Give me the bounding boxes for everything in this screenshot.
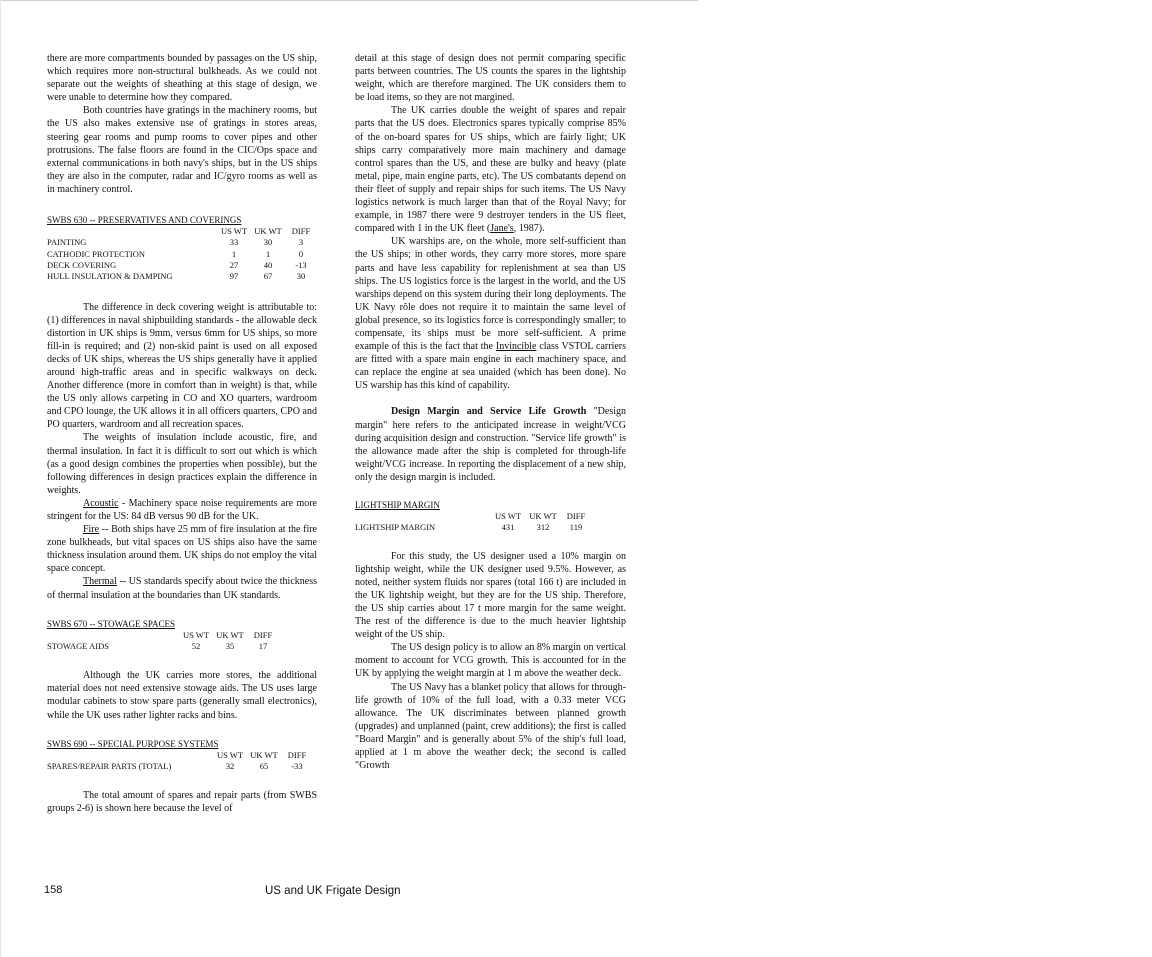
table-row bbox=[47, 249, 317, 260]
table-header-row bbox=[47, 226, 317, 237]
term-acoustic: Acoustic bbox=[83, 497, 119, 509]
page-border-left bbox=[0, 0, 1, 957]
citation-janes: Jane's bbox=[490, 223, 514, 235]
column-header: DIFF bbox=[287, 749, 307, 760]
column-header: UK WT bbox=[216, 629, 244, 640]
paragraph: Both countries have gratings in the machinery rooms, but the US also makes extensive use of gratings in stores areas, steering gear rooms and pump rooms to cover pipes and other protrusions. The false floors are found in the CIC/Ops space and external communications in both navy's ships, but in the US ships they are also in the computer, radar and IC/gyro rooms as well as in machinery control. bbox=[47, 105, 317, 195]
table-header-row bbox=[47, 750, 313, 761]
weights-table bbox=[47, 750, 313, 773]
paragraph: detail at this stage of design does not permit comparing specific parts between countries. The US counts the spares in the lightship weight, which are therefore margined. The UK considers them to be load items, so they are not margined. bbox=[355, 53, 626, 104]
paragraph: there are more compartments bounded by passages on the US ship, which requires more non-structural bulkheads. As we could not separate out the weights of sheathing at this stage of design, we were unable to determine how they compared. bbox=[47, 53, 317, 104]
table-row bbox=[47, 271, 317, 282]
term-fire: Fire bbox=[83, 524, 100, 536]
paragraph bbox=[47, 497, 317, 523]
table-lightship-margin bbox=[355, 500, 626, 534]
paragraph bbox=[47, 523, 317, 575]
weights-table bbox=[47, 226, 317, 282]
column-header: US WT bbox=[220, 226, 248, 237]
page-border-top bbox=[0, 0, 698, 1]
column-header: DIFF bbox=[291, 226, 311, 237]
paragraph-text: UK warships are, on the whole, more self-sufficient than the US ships; in other words, they carry more stores, more spare parts and have less capability for replenishment at sea than US ships. The US logistics force is the largest in the world, and the US warships depend on this system during their long deployments. The UK Navy rôle does not require it to maintain the same level of global presence, so its logistics force is correspondingly smaller; to compensate, its ships must be more self-sufficient. A prime example of this is the fact that the bbox=[355, 236, 626, 353]
table-row bbox=[355, 522, 591, 533]
row-label: SPARES/REPAIR PARTS (TOTAL) bbox=[47, 760, 172, 771]
ship-class-name: Invincible bbox=[495, 341, 537, 353]
us-weight: 33 bbox=[229, 237, 239, 248]
weight-diff: 30 bbox=[296, 271, 306, 282]
paragraph-text: The UK carries double the weight of spares and repair parts that the US does. Electronics spares typically comprise 85% of the on-board spares for US ships, which are fairly light; UK ships carry comparatively more main machinery and damage control spares than the US, and these are bulky and heavy (plate metal, pipe, main engine parts, etc). The US combatants depend on their fleet of supply and repair ships for such items. The US Navy logistics network is much larger than that of the Royal Navy; for example, in 1987 there were 9 destroyer tenders in the US fleet, compared with 1 in the UK fleet ( bbox=[355, 105, 626, 235]
paragraph-text: "Design margin" here refers to the anticipated increase in weight/VCG during acquisition design and construction. "Service life growth" is the allowance made after the ship is completed for through-life weight/VCG increase. In reporting the displacement of a new ship, only the design margin is included. bbox=[355, 406, 626, 483]
column-header: UK WT bbox=[250, 749, 278, 760]
paragraph: The total amount of spares and repair parts (from SWBS groups 2-6) is shown here because the level of bbox=[47, 790, 317, 815]
row-label: DECK COVERING bbox=[47, 259, 117, 270]
table-swbs-690 bbox=[47, 739, 317, 773]
weight-diff: 119 bbox=[569, 522, 583, 533]
paragraph: The difference in deck covering weight is attributable to: (1) differences in naval shipbuilding standards - the allowable deck distortion in UK ships is 9mm, versus 6mm for US ships, so more fill-in is required; and (2) non-skid paint is used on all exposed decks of UK ships, whereas the US ships generally have it applied around high-traffic areas and in specific walkways on deck. Another difference (more in comfort than in weight) is that, while the US only allows carpeting in CO and XO quarters, wardroom and CPO lounge, the UK allows it in all officers quarters, CPO and PO quarters, wardroom and all recreation spaces. bbox=[47, 301, 317, 431]
row-label: STOWAGE AIDS bbox=[47, 640, 109, 651]
table-row bbox=[47, 641, 279, 652]
column-header: DIFF bbox=[566, 511, 586, 521]
column-header: US WT bbox=[216, 749, 244, 760]
uk-weight: 312 bbox=[536, 522, 550, 533]
table-title: SWBS 670 -- STOWAGE SPACES bbox=[47, 618, 176, 629]
table-swbs-670 bbox=[47, 619, 317, 653]
running-title: US and UK Frigate Design bbox=[265, 885, 401, 897]
us-weight: 27 bbox=[229, 259, 239, 270]
weight-diff: -13 bbox=[295, 259, 307, 270]
column-header: US WT bbox=[494, 511, 522, 521]
table-header-row bbox=[47, 630, 279, 641]
table-title: SWBS 690 -- SPECIAL PURPOSE SYSTEMS bbox=[47, 738, 219, 749]
left-column bbox=[47, 52, 317, 815]
table-row bbox=[47, 761, 313, 772]
weight-diff: 3 bbox=[298, 237, 304, 248]
paragraph: The weights of insulation include acoustic, fire, and thermal insulation. In fact it is difficult to sort out which is which (as a good design combines the properties when possible), but the following differences in design practices explain the difference in weights. bbox=[47, 432, 317, 496]
us-weight: 32 bbox=[225, 760, 235, 771]
table-header-row bbox=[355, 511, 591, 522]
paragraph: For this study, the US designer used a 10% margin on lightship weight, while the UK designer used 9.5%. However, as noted, neither system fluids nor spares (total 166 t) are included in the UK lightship weight, but they are for the US ship. Therefore, the US ship carries about 17 t more margin for the same weight. The rest of the difference is due to the much heavier lightship weight of the US ship. bbox=[355, 550, 626, 641]
us-weight: 52 bbox=[191, 640, 201, 651]
table-title: SWBS 630 -- PRESERVATIVES AND COVERINGS bbox=[47, 215, 242, 226]
uk-weight: 1 bbox=[265, 248, 271, 259]
paragraph-text: class VSTOL carriers are fitted with a spare main engine in each machinery space, and can replace the engine at sea unaided (which has been done). No US warship has this kind of capability. bbox=[355, 341, 627, 392]
table-swbs-630 bbox=[47, 215, 317, 282]
paragraph-text: - Machinery space noise requirements are more stringent for the US: 84 dB versus 90 dB for the UK. bbox=[47, 497, 317, 523]
page-number: 158 bbox=[44, 884, 63, 896]
paragraph: Although the UK carries more stores, the additional material does not need extensive stowage aids. The US uses large modular cabinets to stow spare parts (generally small electronics), while the UK uses rather lighter racks and bins. bbox=[47, 670, 317, 721]
paragraph bbox=[47, 575, 317, 601]
paragraph-text: -- US standards specify about twice the thickness of thermal insulation at the boundaries than UK standards. bbox=[47, 576, 317, 601]
paragraph bbox=[355, 235, 626, 392]
paragraph bbox=[355, 104, 626, 235]
weight-diff: 0 bbox=[298, 248, 304, 259]
row-label: HULL INSULATION & DAMPING bbox=[47, 271, 173, 282]
uk-weight: 67 bbox=[263, 271, 273, 282]
us-weight: 431 bbox=[501, 522, 515, 533]
us-weight: 1 bbox=[231, 248, 237, 259]
paragraph-text: -- Both ships have 25 mm of fire insulation at the fire zone bulkheads, but vital spaces on US ships also have the same thickness insulation around them. UK ships do not employ the vital space concept. bbox=[47, 524, 317, 575]
uk-weight: 65 bbox=[259, 760, 269, 771]
weights-table bbox=[47, 630, 279, 653]
weights-table bbox=[355, 511, 591, 534]
column-header: US WT bbox=[182, 629, 210, 640]
weight-diff: -33 bbox=[291, 760, 303, 771]
paragraph-text: , 1987). bbox=[513, 223, 545, 235]
column-header: UK WT bbox=[254, 226, 282, 237]
weight-diff: 17 bbox=[258, 640, 268, 651]
section-heading: Design Margin and Service Life Growth bbox=[391, 406, 587, 418]
row-label: PAINTING bbox=[47, 237, 87, 248]
table-title: LIGHTSHIP MARGIN bbox=[355, 500, 440, 510]
column-header: DIFF bbox=[253, 629, 273, 640]
row-label: CATHODIC PROTECTION bbox=[47, 248, 145, 259]
us-weight: 97 bbox=[229, 271, 239, 282]
column-header: UK WT bbox=[529, 511, 557, 521]
uk-weight: 35 bbox=[225, 640, 235, 651]
paragraph: The US Navy has a blanket policy that allows for through-life growth of 10% of the full load, with a 0.33 meter VCG allowance. The UK discriminates between planned growth (upgrades) and unplanned (paint, crew additions); the first is called "Board Margin" and is generally about 5% of the ship's full load, applied at 1 m above the weather deck; the second is called "Growth bbox=[355, 681, 626, 772]
paragraph: The US design policy is to allow an 8% margin on vertical moment to account for VCG growth. This is accounted for in the UK by applying the weight margin at 1 m above the weather deck. bbox=[355, 642, 626, 680]
table-row bbox=[47, 237, 317, 248]
term-thermal: Thermal bbox=[83, 576, 117, 588]
uk-weight: 40 bbox=[263, 259, 273, 270]
uk-weight: 30 bbox=[263, 237, 273, 248]
row-label: LIGHTSHIP MARGIN bbox=[355, 522, 436, 533]
table-row bbox=[47, 260, 317, 271]
section-paragraph bbox=[355, 405, 626, 484]
right-column bbox=[355, 52, 626, 772]
